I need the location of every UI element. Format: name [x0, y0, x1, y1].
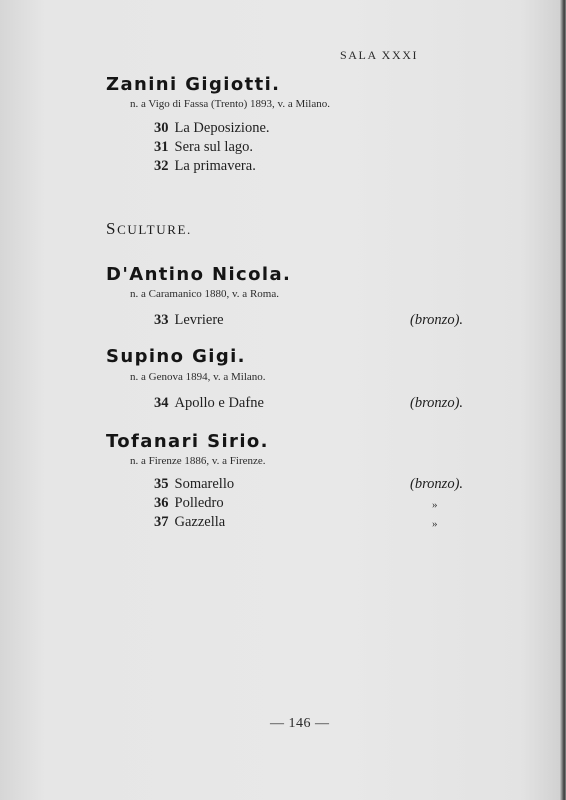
catalog-item — [154, 158, 256, 175]
page-edge-shadow — [560, 0, 566, 800]
catalog-item — [154, 139, 253, 156]
artist-name: Tofanari Sirio. — [106, 431, 269, 452]
section-initial: S — [106, 219, 118, 238]
item-title: Gazzella — [174, 514, 226, 530]
artist-bio: n. a Genova 1894, v. a Milano. — [130, 371, 266, 383]
item-number: 32 — [154, 158, 169, 174]
item-title: Somarello — [174, 476, 235, 492]
catalog-item — [154, 495, 224, 512]
item-number: 36 — [154, 495, 169, 511]
ditto-mark: » — [432, 499, 438, 511]
catalog-item — [154, 312, 224, 329]
item-title: La primavera. — [174, 158, 256, 174]
page-header: SALA XXXI — [340, 48, 419, 62]
artist-bio: n. a Vigo di Fassa (Trento) 1893, v. a Milano. — [130, 98, 330, 110]
artist-bio: n. a Caramanico 1880, v. a Roma. — [130, 288, 279, 300]
item-number: 30 — [154, 120, 169, 136]
item-number: 35 — [154, 476, 169, 492]
item-title: Polledro — [174, 495, 224, 511]
item-number: 31 — [154, 139, 169, 155]
item-title: Sera sul lago. — [174, 139, 254, 155]
catalog-item — [154, 395, 264, 412]
artist-name: D'Antino Nicola. — [106, 264, 292, 285]
page-number: — 146 — — [270, 716, 330, 731]
item-title: Apollo e Dafne — [174, 395, 264, 411]
artist-bio: n. a Firenze 1886, v. a Firenze. — [130, 455, 266, 467]
bleed-through — [390, 88, 394, 106]
item-medium: (bronzo). — [410, 395, 464, 411]
ditto-mark: » — [432, 518, 438, 530]
catalog-item — [154, 120, 270, 137]
catalog-item — [154, 514, 225, 531]
item-medium: (bronzo). — [410, 476, 464, 492]
artist-name: Zanini Gigiotti. — [106, 74, 281, 95]
section-rest: CULTURE. — [117, 222, 192, 237]
catalog-item — [154, 476, 234, 493]
item-title: Levriere — [174, 312, 224, 328]
item-title: La Deposizione. — [174, 120, 270, 136]
artist-name: Supino Gigi. — [106, 346, 246, 367]
section-heading — [106, 219, 192, 239]
item-number: 33 — [154, 312, 169, 328]
item-number: 37 — [154, 514, 169, 530]
item-medium: (bronzo). — [410, 312, 464, 328]
item-number: 34 — [154, 395, 169, 411]
